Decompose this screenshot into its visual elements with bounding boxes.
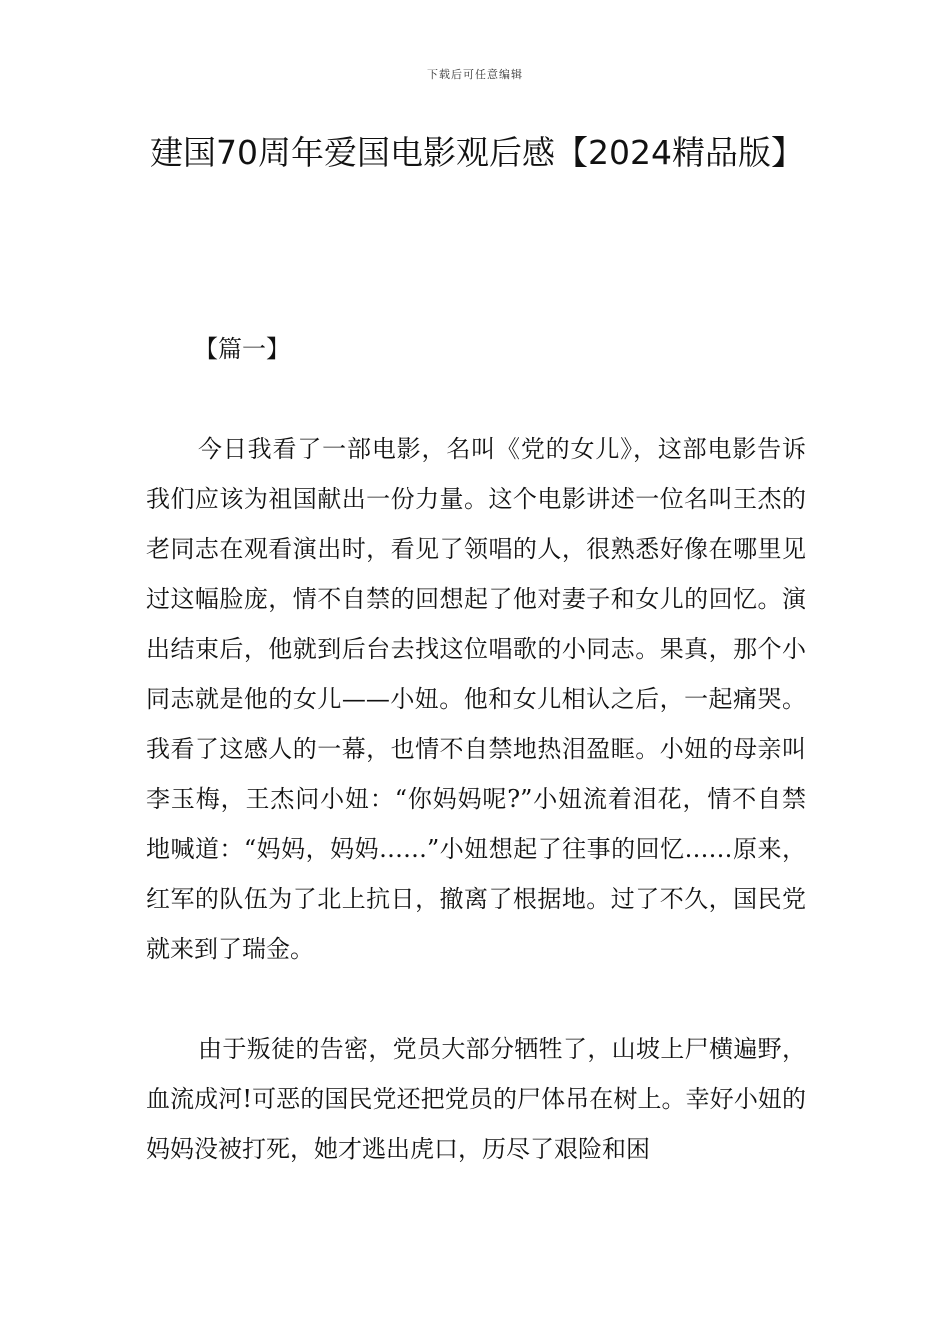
section-heading: 【篇一】 <box>194 335 290 363</box>
document-body <box>146 324 806 1224</box>
header-note: 下载后可任意编辑 <box>427 68 523 81</box>
document-title: 建国70周年爱国电影观后感【2024精品版】 <box>150 133 804 172</box>
body-paragraph-2: 由于叛徒的告密，党员大部分牺牲了，山坡上尸横遍野，血流成河!可恶的国民党还把党员的尸体吊在树上。幸好小妞的妈妈没被打死，她才逃出虎口，历尽了艰险和困 <box>146 1035 806 1163</box>
body-paragraph-1: 今日我看了一部电影，名叫《党的女儿》，这部电影告诉我们应该为祖国献出一份力量。这个电影讲述一位名叫王杰的老同志在观看演出时，看见了领唱的人，很熟悉好像在哪里见过这幅脸庞，情不自禁的回想起了他对妻子和女儿的回忆。演出结束后，他就到后台去找这位唱歌的小同志。果真，那个小同志就是他的女儿——小妞。他和女儿相认之后，一起痛哭。我看了这感人的一幕，也情不自禁地热泪盈眶。小妞的母亲叫李玉梅，王杰问小妞：“你妈妈呢?”小妞流着泪花，情不自禁地喊道：“妈妈，妈妈……”小妞想起了往事的回忆……原来，红军的队伍为了北上抗日，撤离了根据地。过了不久，国民党就来到了瑞金。 <box>146 435 806 963</box>
